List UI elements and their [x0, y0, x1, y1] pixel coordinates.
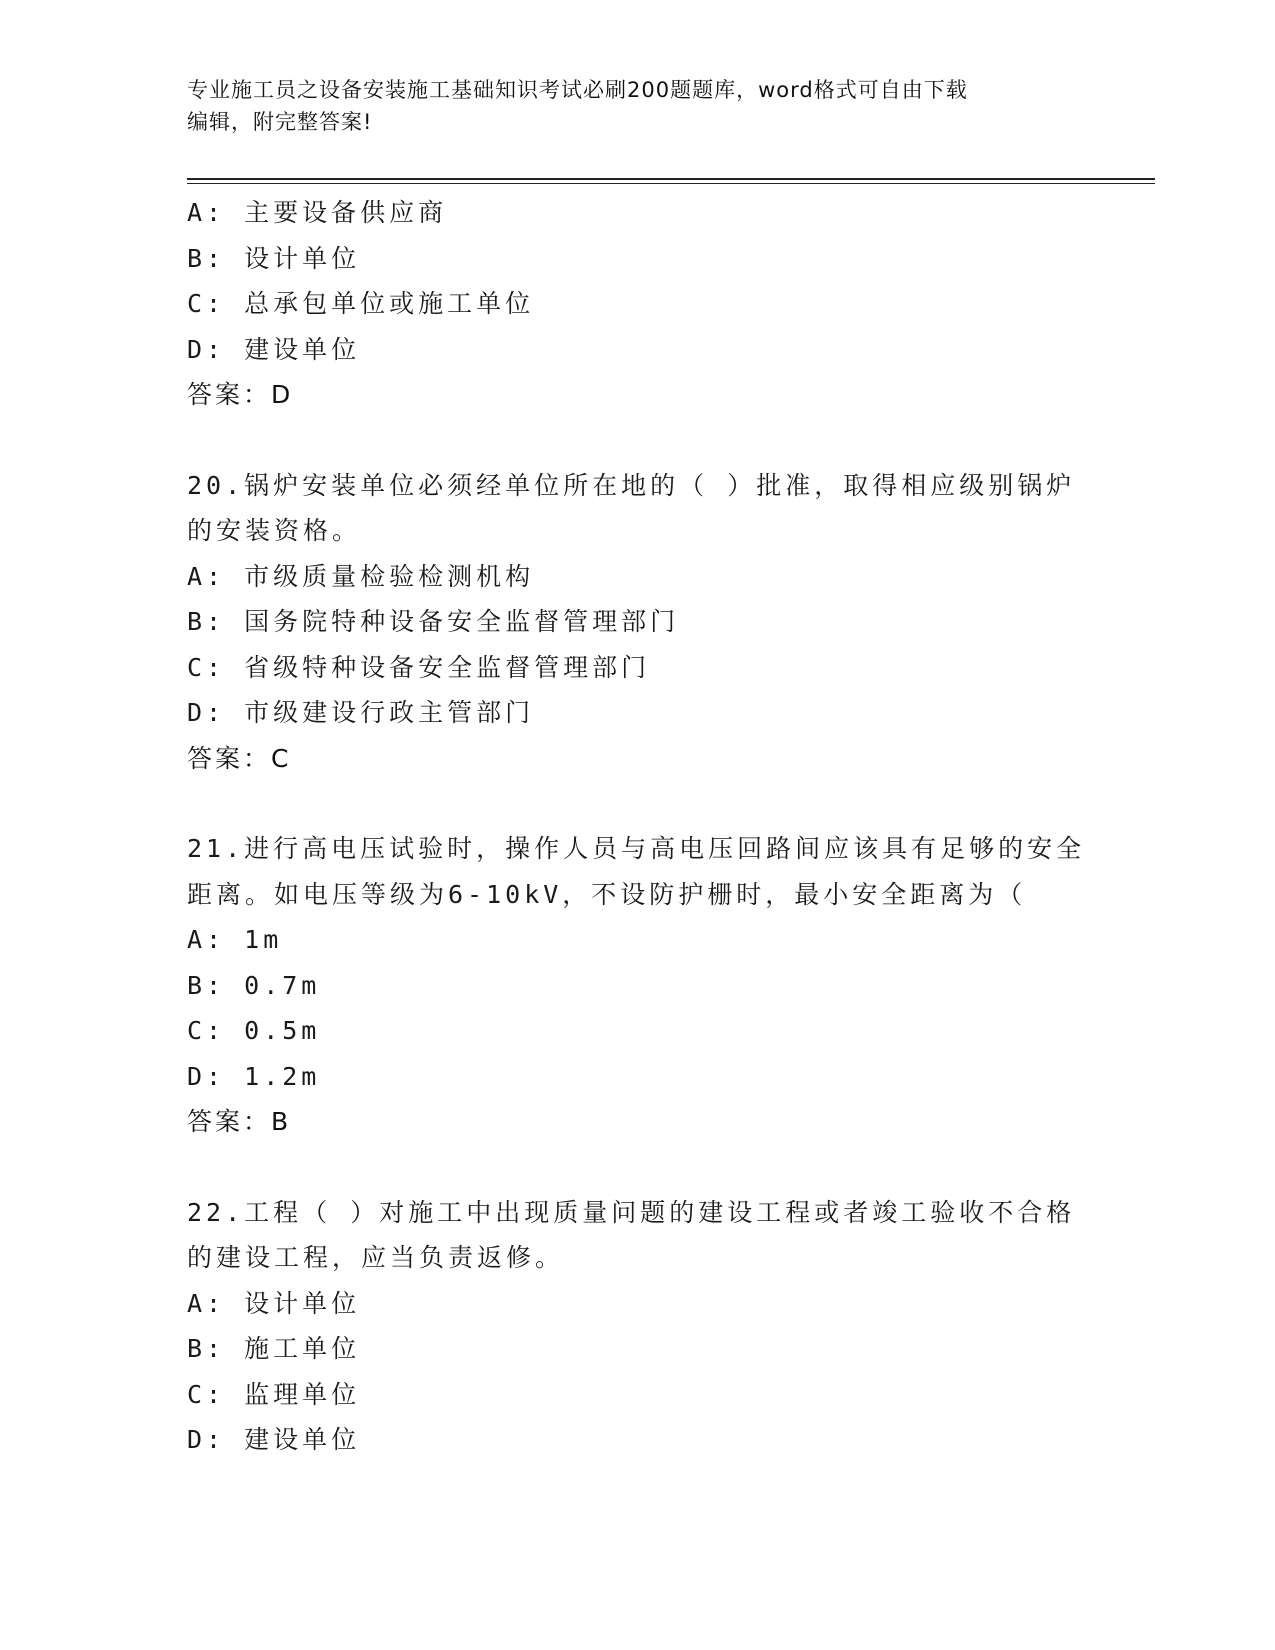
answer-line: 答案：C	[187, 743, 292, 773]
option-b: B: 0.7m	[187, 970, 321, 1000]
option-d: D: 建设单位	[187, 334, 361, 364]
option-c: C: 监理单位	[187, 1379, 361, 1409]
option-a: A: 设计单位	[187, 1288, 361, 1318]
question-20-block	[187, 463, 1087, 782]
answer-line: 答案：D	[187, 380, 294, 409]
header-divider-thick	[187, 178, 1155, 180]
option-c: C: 省级特种设备安全监督管理部门	[187, 652, 651, 682]
previous-question-block	[187, 190, 1087, 418]
question-content	[187, 190, 1087, 1463]
question-stem-line: 22.工程（ ）对施工中出现质量问题的建设工程或者竣工验收不合格	[187, 1197, 1076, 1227]
option-d: D: 建设单位	[187, 1425, 361, 1454]
question-stem-line: 的建设工程，应当负责返修。	[187, 1243, 565, 1272]
option-c: C: 0.5m	[187, 1016, 321, 1045]
option-c: C: 总承包单位或施工单位	[187, 289, 535, 318]
option-b: B: 施工单位	[187, 1334, 361, 1363]
question-stem-line: 距离。如电压等级为6-10kV，不设防护栅时，最小安全距离为（	[187, 879, 1027, 909]
header-line-2: 编辑，附完整答案!	[187, 110, 373, 134]
option-d: D: 1.2m	[187, 1061, 321, 1091]
answer-line: 答案：B	[187, 1107, 292, 1136]
header-divider-thin	[187, 183, 1155, 184]
option-a: A: 主要设备供应商	[187, 198, 448, 227]
question-21-block	[187, 826, 1087, 1145]
header-line-1: 专业施工员之设备安装施工基础知识考试必刷200题题库，word格式可自由下载	[187, 78, 968, 102]
option-a: A: 1m	[187, 925, 283, 954]
option-a: A: 市级质量检验检测机构	[187, 561, 535, 591]
question-stem-line: 的安装资格。	[187, 516, 362, 545]
option-d: D: 市级建设行政主管部门	[187, 698, 535, 727]
question-22-block	[187, 1190, 1087, 1463]
question-stem-line: 20.锅炉安装单位必须经单位所在地的（ ）批准，取得相应级别锅炉	[187, 470, 1076, 500]
question-stem-line: 21.进行高电压试验时，操作人员与高电压回路间应该具有足够的安全	[187, 834, 1086, 863]
document-header	[187, 74, 1087, 138]
option-b: B: 设计单位	[187, 243, 361, 273]
option-b: B: 国务院特种设备安全监督管理部门	[187, 607, 680, 636]
